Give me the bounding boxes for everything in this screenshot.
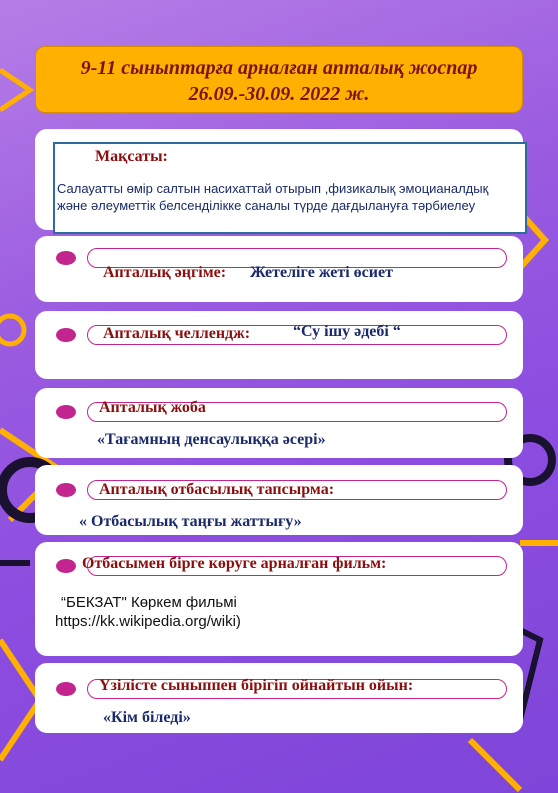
section-card-project <box>35 388 523 458</box>
header-title: 9-11 сыныптарға арналған апталық жоспар <box>80 57 478 79</box>
section-value: « Отбасылық таңғы жаттығу» <box>79 513 302 530</box>
section-value: Жетелігe жеті өсиет <box>250 264 393 281</box>
bullet-icon <box>56 328 76 342</box>
bullet-icon <box>56 559 76 573</box>
section-label: Апталық отбасылық тапсырма: <box>99 481 335 498</box>
section-card-challenge <box>35 311 523 379</box>
section-card-game <box>35 663 523 733</box>
section-value: «Кім біледі» <box>103 709 191 726</box>
section-label: Үзілісте сыныппен бірігіп ойнайтын ойын: <box>99 677 414 694</box>
section-value: «Тағамның денсаулыққа әсері» <box>97 431 326 448</box>
section-value: “Су ішу әдебі “ <box>293 323 401 340</box>
section-label: Апталық челлендж: <box>103 325 251 342</box>
plan-header <box>35 46 523 113</box>
header-dates: 26.09.-30.09. 2022 ж. <box>188 83 370 105</box>
bullet-icon <box>56 483 76 497</box>
goal-title: Мақсаты: <box>95 148 168 165</box>
bullet-icon <box>56 251 76 265</box>
section-label: Апталық жоба <box>99 399 206 416</box>
goal-box <box>53 142 527 234</box>
section-card-story <box>35 236 523 302</box>
section-label: Отбасымен бірге көруге арналған фильм: <box>82 555 387 572</box>
section-card-film <box>35 542 523 656</box>
section-label: Апталық әңгіме: <box>103 264 227 281</box>
section-card-family-task <box>35 465 523 535</box>
goal-text: Салауатты өмір салтын насихаттай отырып ,физикалық эмоцианалдық және әлеуметтік белсенділікке саналы түрде дағдылануға тәрбиелеу <box>57 181 489 213</box>
bullet-icon <box>56 405 76 419</box>
bullet-icon <box>56 682 76 696</box>
film-title: “БЕКЗАТ" Көркем фильмі <box>61 594 237 611</box>
film-link[interactable]: https://kk.wikipedia.org/wiki) <box>55 613 241 630</box>
